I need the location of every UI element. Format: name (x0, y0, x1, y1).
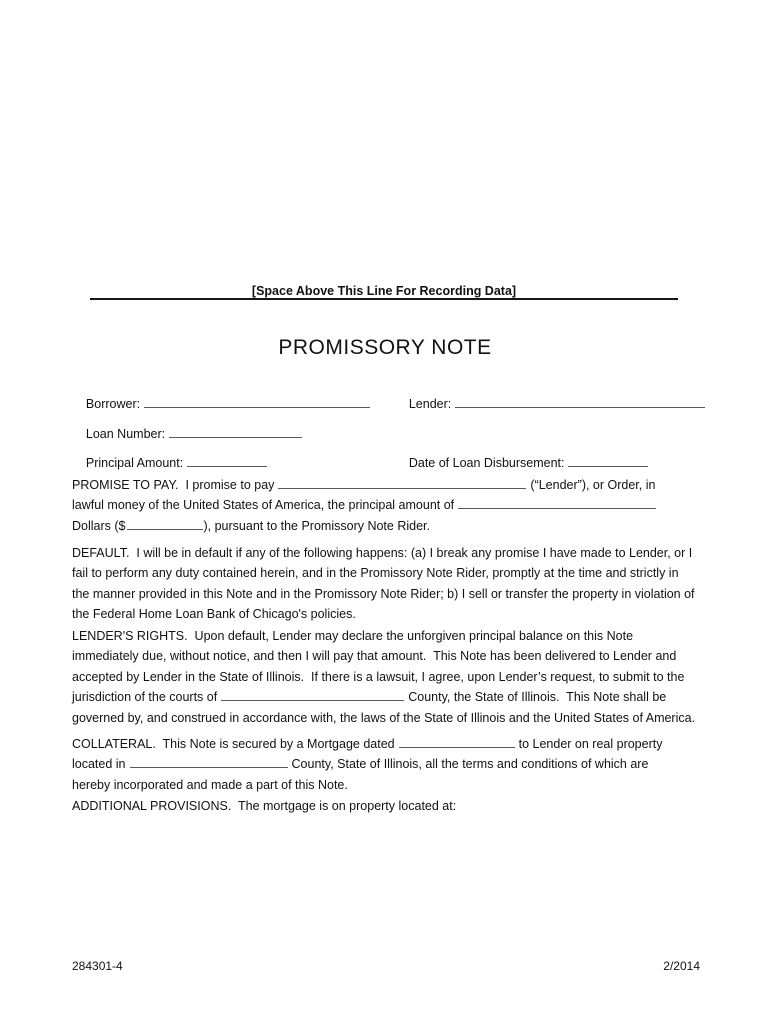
lenders-rights-line-5: governed by, and construed in accordance with, the laws of the State of Illinois and the United States of America. (72, 710, 696, 725)
principal-amount-words-input-line[interactable] (458, 496, 656, 509)
collateral-line-3: hereby incorporated and made a part of this Note. (72, 777, 348, 792)
date-of-disbursement-input-line[interactable] (568, 454, 648, 467)
dollar-amount-input-line[interactable] (127, 517, 203, 530)
collateral-paragraph (72, 734, 712, 795)
promise-line-1 (72, 475, 712, 495)
borrower-label: Borrower: (85, 397, 141, 412)
collateral-line-1 (72, 734, 712, 754)
default-line-1: DEFAULT. I will be in default if any of the following happens: (a) I break any promise I have made to Lender, or I (72, 546, 693, 560)
default-line-4: the Federal Home Loan Bank of Chicago's policies. (72, 607, 356, 622)
date-of-disbursement-label: Date of Loan Disbursement: (408, 456, 565, 471)
promise-line-1-tail: (“Lender”), or Order, in (530, 478, 656, 492)
recording-data-label: [Space Above This Line For Recording Data] (251, 284, 517, 298)
lender-label: Lender: (408, 397, 452, 412)
property-county-input-line[interactable] (130, 755, 288, 768)
form-revision-date: 2/2014 (663, 959, 700, 973)
payee-name-input-line[interactable] (278, 476, 526, 489)
collateral-line-2-text: located in (72, 757, 126, 772)
lenders-rights-line-4-tail: County, the State of Illinois. This Note shall be (408, 690, 667, 705)
mortgage-date-input-line[interactable] (399, 735, 515, 748)
loan-number-label: Loan Number: (85, 427, 166, 442)
collateral-line-2 (72, 754, 712, 774)
lenders-rights-line-4-text: jurisdiction of the courts of (72, 690, 218, 705)
default-line-2: fail to perform any duty contained herein, and in the Promissory Note Rider, promptly at the time and strictly in (72, 566, 679, 581)
jurisdiction-county-input-line[interactable] (221, 688, 404, 701)
additional-provisions-paragraph (72, 796, 712, 816)
promise-line-3-tail: ), pursuant to the Promissory Note Rider. (203, 518, 430, 533)
promise-line-3-text: Dollars ($ (72, 518, 126, 533)
default-line-3: the manner provided in this Note and in the Promissory Note Rider; b) I sell or transfer the property in violation of (72, 586, 695, 601)
lenders-rights-line-4 (72, 687, 712, 707)
principal-amount-label: Principal Amount: (85, 456, 184, 471)
lenders-rights-line-1: LENDER'S RIGHTS. Upon default, Lender may declare the unforgiven principal balance on this Note (72, 629, 634, 643)
promise-to-pay-paragraph (72, 475, 712, 536)
lenders-rights-line-3: accepted by Lender in the State of Illinois. If there is a lawsuit, I agree, upon Lender’s request, to submit to the (72, 669, 685, 684)
page-title: PROMISSORY NOTE (278, 336, 492, 359)
default-paragraph (72, 543, 712, 625)
promise-line-1-text: PROMISE TO PAY. I promise to pay (72, 478, 275, 492)
additional-provisions-line: ADDITIONAL PROVISIONS. The mortgage is on property located at: (72, 799, 457, 813)
collateral-line-1-tail: to Lender on real property (518, 737, 663, 751)
collateral-line-1-text: COLLATERAL. This Note is secured by a Mortgage dated (72, 737, 395, 751)
form-number: 284301-4 (72, 959, 123, 973)
lenders-rights-line-2: immediately due, without notice, and then I will pay that amount. This Note has been delivered to Lender and (72, 649, 677, 664)
promise-line-3 (72, 516, 712, 536)
promise-line-2-text: lawful money of the United States of America, the principal amount of (72, 498, 455, 513)
lenders-rights-paragraph (72, 626, 712, 728)
collateral-line-2-tail: County, State of Illinois, all the terms and conditions of which are (291, 757, 649, 772)
recording-data-separator (90, 283, 678, 300)
principal-amount-input-line[interactable] (187, 454, 267, 467)
promise-line-2 (72, 495, 712, 515)
